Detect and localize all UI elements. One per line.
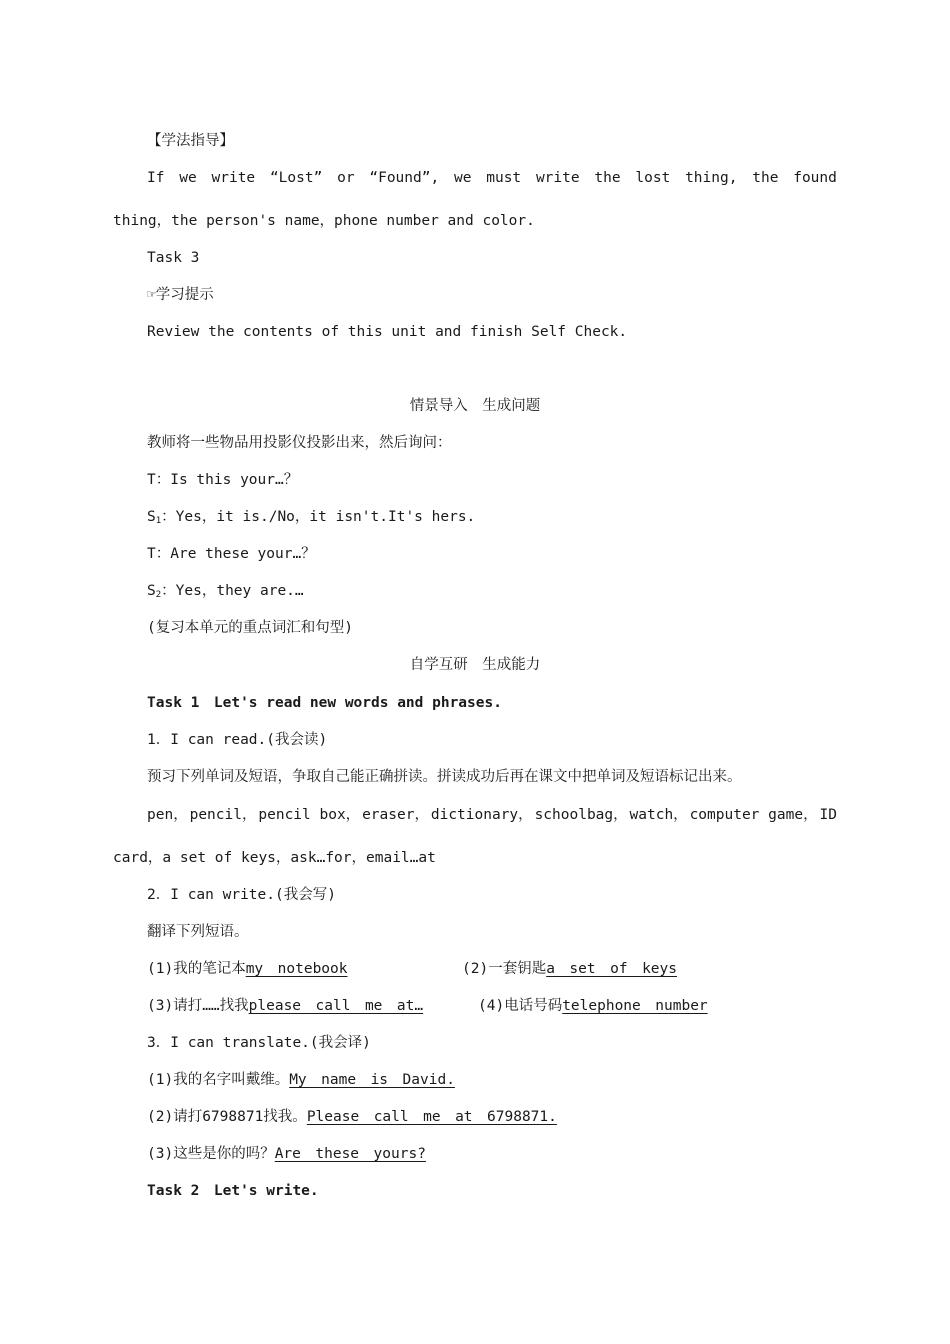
write-item xyxy=(147,996,423,1016)
dialog-speaker-sub: 2 xyxy=(155,590,162,600)
write-prompt: (3)请打……找我 xyxy=(147,998,249,1014)
dialog-text: ：Is this your…？ xyxy=(155,472,299,488)
dialog-text: ：Are these your…？ xyxy=(155,546,316,562)
word: pen， xyxy=(147,807,188,823)
word: If xyxy=(147,170,165,186)
word: thing, xyxy=(685,170,738,186)
task3-title: Task 3 xyxy=(147,250,200,266)
task2-title: Task 2 Let's write. xyxy=(147,1183,319,1199)
word: ID xyxy=(819,807,837,823)
word: dictionary， xyxy=(430,807,533,823)
task1-title: Task 1 Let's read new words and phrases. xyxy=(147,695,502,711)
word: eraser， xyxy=(362,807,429,823)
word: computer game， xyxy=(689,807,818,823)
dialog-speaker: T xyxy=(147,472,156,488)
write-prompt: (4)电话号码 xyxy=(478,998,563,1014)
write-answer: please call me at… xyxy=(248,998,424,1014)
dialog-speaker-sub: 1 xyxy=(155,516,162,526)
word: we xyxy=(179,170,197,186)
section1-intro: 教师将一些物品用投影仪投影出来，然后询问： xyxy=(147,435,452,451)
read-words-line2: card，a set of keys，ask…for，email…at xyxy=(113,850,436,866)
word: we xyxy=(453,170,472,186)
write-item xyxy=(478,996,708,1016)
dialog-line xyxy=(147,507,475,531)
dialog-line xyxy=(147,581,304,605)
write-prompt: (1)我的笔记本 xyxy=(147,961,246,977)
word: the xyxy=(594,170,621,186)
write-item xyxy=(147,959,348,979)
task3-tip-text: Review the contents of this unit and finish Self Check. xyxy=(147,324,628,340)
section1-title: 情景导入 生成问题 xyxy=(409,398,541,414)
task3-tip-label: ☞学习提示 xyxy=(147,287,214,303)
translate-heading: 3．I can translate.(我会译) xyxy=(147,1035,371,1051)
word: watch， xyxy=(629,807,688,823)
write-heading: 2．I can write.(我会写) xyxy=(147,887,336,903)
write-item xyxy=(462,959,677,979)
translate-prompt: (3)这些是你的吗？ xyxy=(147,1146,275,1162)
translate-answer: My name is David. xyxy=(289,1072,455,1088)
word: the xyxy=(752,170,779,186)
write-prompt: (2)一套钥匙 xyxy=(462,961,547,977)
word: schoolbag， xyxy=(534,807,628,823)
dialog-speaker: T xyxy=(147,546,156,562)
translate-answer: Are these yours? xyxy=(274,1146,426,1162)
dialog-speaker: S xyxy=(147,583,156,599)
read-heading: 1．I can read.(我会读) xyxy=(147,732,328,748)
word: or xyxy=(337,170,355,186)
section2-title: 自学互研 生成能力 xyxy=(409,657,541,673)
word: found xyxy=(793,170,837,186)
study-guide-heading: 【学法指导】 xyxy=(147,133,234,149)
write-answer: a set of keys xyxy=(546,961,678,977)
dialog-text: ：Yes，it is./No，it isn't.It's hers. xyxy=(161,509,476,525)
dialog-line xyxy=(147,544,316,568)
word: “Lost” xyxy=(269,170,323,186)
write-answer: telephone number xyxy=(562,998,708,1014)
study-guide-line1 xyxy=(147,168,837,188)
dialog-text: ：Yes，they are.… xyxy=(161,583,304,599)
write-instruction: 翻译下列短语。 xyxy=(147,924,249,940)
translate-prompt: (2)请打6798871找我。 xyxy=(147,1109,307,1125)
word: write xyxy=(535,170,580,186)
translate-item xyxy=(147,1107,557,1127)
read-words-line1 xyxy=(147,805,837,825)
read-instruction: 预习下列单词及短语，争取自己能正确拼读。拼读成功后再在课文中把单词及短语标记出来。 xyxy=(147,769,742,785)
dialog-speaker: S xyxy=(147,509,156,525)
translate-answer: Please call me at 6798871. xyxy=(306,1109,557,1125)
word: pencil box， xyxy=(258,807,361,823)
word: lost xyxy=(635,170,671,186)
word: write xyxy=(211,170,256,186)
translate-prompt: (1)我的名字叫戴维。 xyxy=(147,1072,290,1088)
translate-item xyxy=(147,1070,455,1090)
section1-note: (复习本单元的重点词汇和句型) xyxy=(147,620,353,636)
study-guide-line2: thing，the person's name，phone number and color. xyxy=(113,213,535,229)
word: “Found”, xyxy=(369,170,440,186)
write-answer: my notebook xyxy=(245,961,348,977)
word: pencil， xyxy=(189,807,257,823)
dialog-line xyxy=(147,470,298,494)
translate-item xyxy=(147,1144,426,1164)
word: must xyxy=(486,170,522,186)
